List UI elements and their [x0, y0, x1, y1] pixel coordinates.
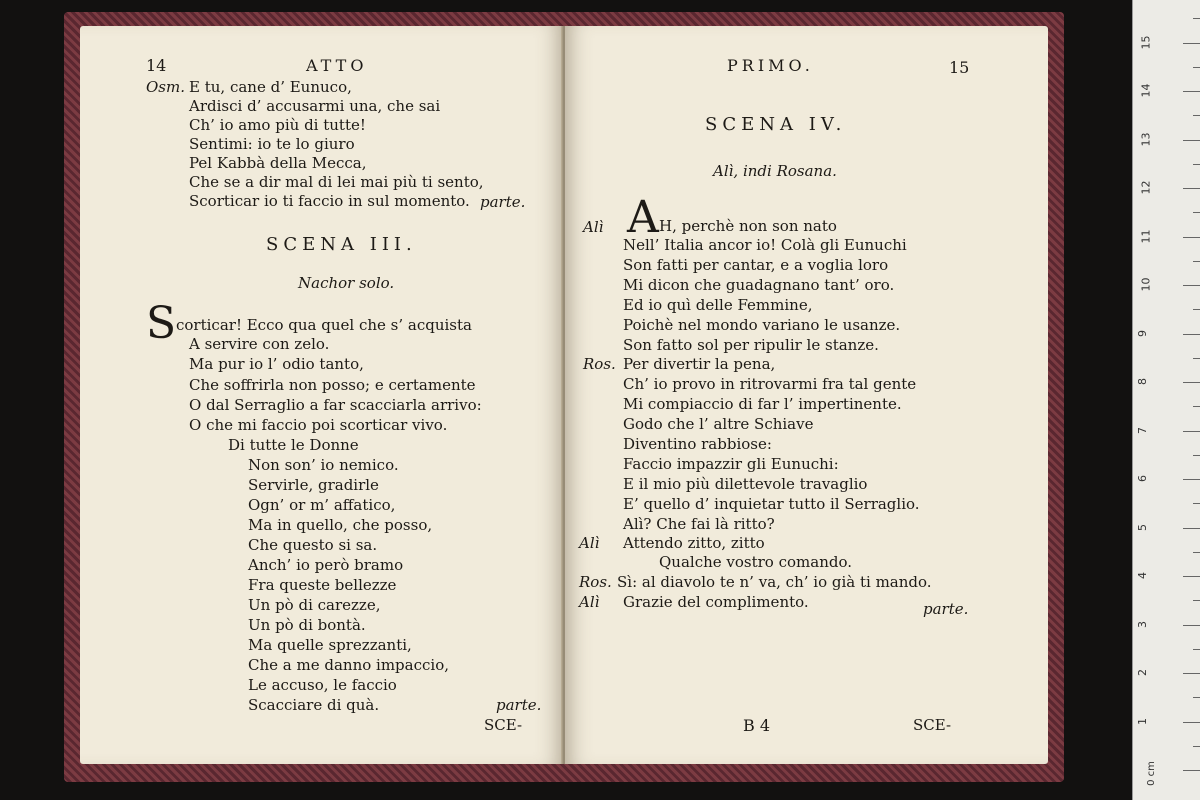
- verse-line: Scorticar io ti faccio in sul momento.: [189, 192, 470, 210]
- verse-line: Godo che l’ altre Schiave: [623, 415, 814, 433]
- verse-line: corticar! Ecco qua quel che s’ acquista: [176, 316, 472, 334]
- ruler-tick: [1193, 18, 1200, 19]
- verse-line: Mi compiaccio di far l’ impertinente.: [623, 395, 902, 413]
- ruler-tick: [1183, 431, 1200, 432]
- scene-title: SCENA III.: [266, 234, 417, 255]
- ruler-tick: [1193, 164, 1200, 165]
- verse-line: Che a me danno impaccio,: [248, 656, 449, 674]
- ruler-number: 11: [1139, 229, 1153, 243]
- scene-title: SCENA IV.: [705, 114, 847, 135]
- ruler-tick: [1183, 625, 1200, 626]
- speaker-label: Ros.: [579, 573, 612, 591]
- page-number: 14: [146, 56, 167, 75]
- verse-line: O che mi faccio poi scorticar vivo.: [189, 416, 448, 434]
- verse-line: H, perchè non son nato: [659, 217, 837, 235]
- verse-line: Pel Kabbà della Mecca,: [189, 154, 367, 172]
- speaker-label: Alì: [579, 593, 600, 611]
- ruler-tick: [1193, 406, 1200, 407]
- scene-characters: Nachor solo.: [298, 274, 395, 292]
- catchword: SCE-: [913, 716, 952, 734]
- verse-line: Per divertir la pena,: [623, 355, 776, 373]
- ruler-tick: [1183, 576, 1200, 577]
- running-head: ATTO: [306, 56, 368, 75]
- verse-line: Ed io quì delle Femmine,: [623, 296, 813, 314]
- exit-direction: parte.: [923, 600, 969, 618]
- ruler-number: 15: [1139, 35, 1153, 49]
- speaker-label: Alì: [583, 218, 604, 236]
- ruler-tick: [1183, 188, 1200, 189]
- ruler-number: 8: [1136, 378, 1149, 385]
- ruler-tick: [1183, 237, 1200, 238]
- verse-line: Nell’ Italia ancor io! Colà gli Eunuchi: [623, 236, 907, 254]
- ruler-tick: [1193, 552, 1200, 553]
- verse-line: E il mio più dilettevole travaglio: [623, 475, 868, 493]
- verse-line: E tu, cane d’ Eunuco,: [189, 78, 352, 96]
- ruler-tick: [1193, 115, 1200, 116]
- verse-line: Che questo si sa.: [248, 536, 378, 554]
- verse-line: Ma in quello, che posso,: [248, 516, 433, 534]
- verse-line: Non son’ io nemico.: [248, 456, 399, 474]
- verse-line: Qualche vostro comando.: [659, 553, 853, 571]
- verse-line: A servire con zelo.: [189, 335, 330, 353]
- ruler-tick: [1183, 334, 1200, 335]
- speaker-label: Alì: [579, 534, 600, 552]
- ruler-number: 10: [1139, 277, 1153, 292]
- ruler-tick: [1183, 673, 1200, 674]
- right-page: [565, 26, 1048, 764]
- ruler-tick: [1183, 285, 1200, 286]
- verse-line: Sentimi: io te lo giuro: [189, 135, 355, 153]
- scene-characters: Alì, indi Rosana.: [713, 162, 837, 180]
- ruler-tick: [1193, 212, 1200, 213]
- verse-line: Servirle, gradirle: [248, 476, 379, 494]
- ruler-tick: [1193, 600, 1200, 601]
- verse-line: Faccio impazzir gli Eunuchi:: [623, 455, 839, 473]
- ruler-number: 14: [1139, 83, 1153, 98]
- verse-line: Anch’ io però bramo: [248, 556, 404, 574]
- ruler-tick: [1193, 261, 1200, 262]
- verse-line: Ardisci d’ accusarmi una, che sai: [189, 97, 441, 115]
- ruler-tick: [1183, 528, 1200, 529]
- verse-line: Ogn’ or m’ affatico,: [248, 496, 396, 514]
- page-number: 15: [949, 58, 970, 77]
- ruler-number: 6: [1136, 475, 1149, 482]
- ruler-tick: [1183, 770, 1200, 771]
- ruler-number: 2: [1136, 669, 1149, 676]
- verse-line: Scacciare di quà.: [248, 696, 380, 714]
- ruler-number: 1: [1136, 717, 1149, 725]
- verse-line: Un pò di carezze,: [248, 596, 381, 614]
- verse-line: Un pò di bontà.: [248, 616, 366, 634]
- drop-cap: S: [146, 298, 177, 349]
- verse-line: E’ quello d’ inquietar tutto il Serraglio.: [623, 495, 920, 513]
- ruler-unit-label: 0 cm: [1145, 761, 1157, 786]
- left-page: [80, 26, 563, 764]
- ruler-tick: [1193, 455, 1200, 456]
- ruler-tick: [1193, 309, 1200, 310]
- ruler-tick: [1183, 479, 1200, 480]
- verse-line: Diventino rabbiose:: [623, 435, 772, 453]
- ruler-tick: [1183, 43, 1200, 44]
- ruler-number: 7: [1136, 426, 1149, 434]
- verse-line: Alì? Che fai là ritto?: [623, 515, 775, 533]
- exit-direction: parte.: [480, 193, 526, 211]
- speaker-label: Ros.: [583, 355, 616, 373]
- verse-line: Grazie del complimento.: [623, 593, 809, 611]
- verse-line: O dal Serraglio a far scacciarla arrivo:: [189, 396, 482, 414]
- ruler-tick: [1183, 140, 1200, 141]
- catchword: SCE-: [484, 716, 523, 734]
- ruler-number: 9: [1136, 329, 1149, 337]
- ruler-tick: [1183, 722, 1200, 723]
- verse-line: Le accuso, le faccio: [248, 676, 397, 694]
- ruler-tick: [1193, 503, 1200, 504]
- verse-line: Poichè nel mondo variano le usanze.: [623, 316, 901, 334]
- ruler-number: 5: [1136, 523, 1149, 531]
- ruler-tick: [1183, 91, 1200, 92]
- ruler-number: 12: [1139, 180, 1153, 195]
- ruler-tick: [1193, 697, 1200, 698]
- verse-line: Che soffrirla non posso; e certamente: [189, 376, 476, 394]
- verse-line: Son fatto sol per ripulir le stanze.: [623, 336, 879, 354]
- signature-mark: B 4: [743, 716, 771, 735]
- running-head: PRIMO.: [727, 56, 814, 75]
- verse-line: Sì: al diavolo te n’ va, ch’ io già ti mando.: [617, 573, 932, 591]
- verse-line: Mi dicon che guadagnano tant’ oro.: [623, 276, 895, 294]
- verse-line: Fra queste bellezze: [248, 576, 397, 594]
- ruler-tick: [1193, 358, 1200, 359]
- ruler-number: 3: [1136, 620, 1149, 628]
- drop-cap: A: [627, 192, 659, 243]
- ruler-number: 13: [1139, 132, 1153, 146]
- verse-line: Ma quelle sprezzanti,: [248, 636, 412, 654]
- speaker-label: Osm.: [146, 78, 185, 96]
- ruler-tick: [1193, 67, 1200, 68]
- ruler-tick: [1183, 382, 1200, 383]
- verse-line: Di tutte le Donne: [228, 436, 359, 454]
- verse-line: Ma pur io l’ odio tanto,: [189, 355, 364, 373]
- verse-line: Che se a dir mal di lei mai più ti sento,: [189, 173, 484, 191]
- ruler-tick: [1193, 746, 1200, 747]
- measurement-ruler: [1132, 0, 1200, 800]
- exit-direction: parte.: [496, 696, 542, 714]
- ruler-number: 4: [1136, 572, 1149, 579]
- verse-line: Ch’ io amo più di tutte!: [189, 116, 366, 134]
- verse-line: Son fatti per cantar, e a voglia loro: [623, 256, 889, 274]
- verse-line: Attendo zitto, zitto: [623, 534, 765, 552]
- verse-line: Ch’ io provo in ritrovarmi fra tal gente: [623, 375, 917, 393]
- ruler-tick: [1193, 649, 1200, 650]
